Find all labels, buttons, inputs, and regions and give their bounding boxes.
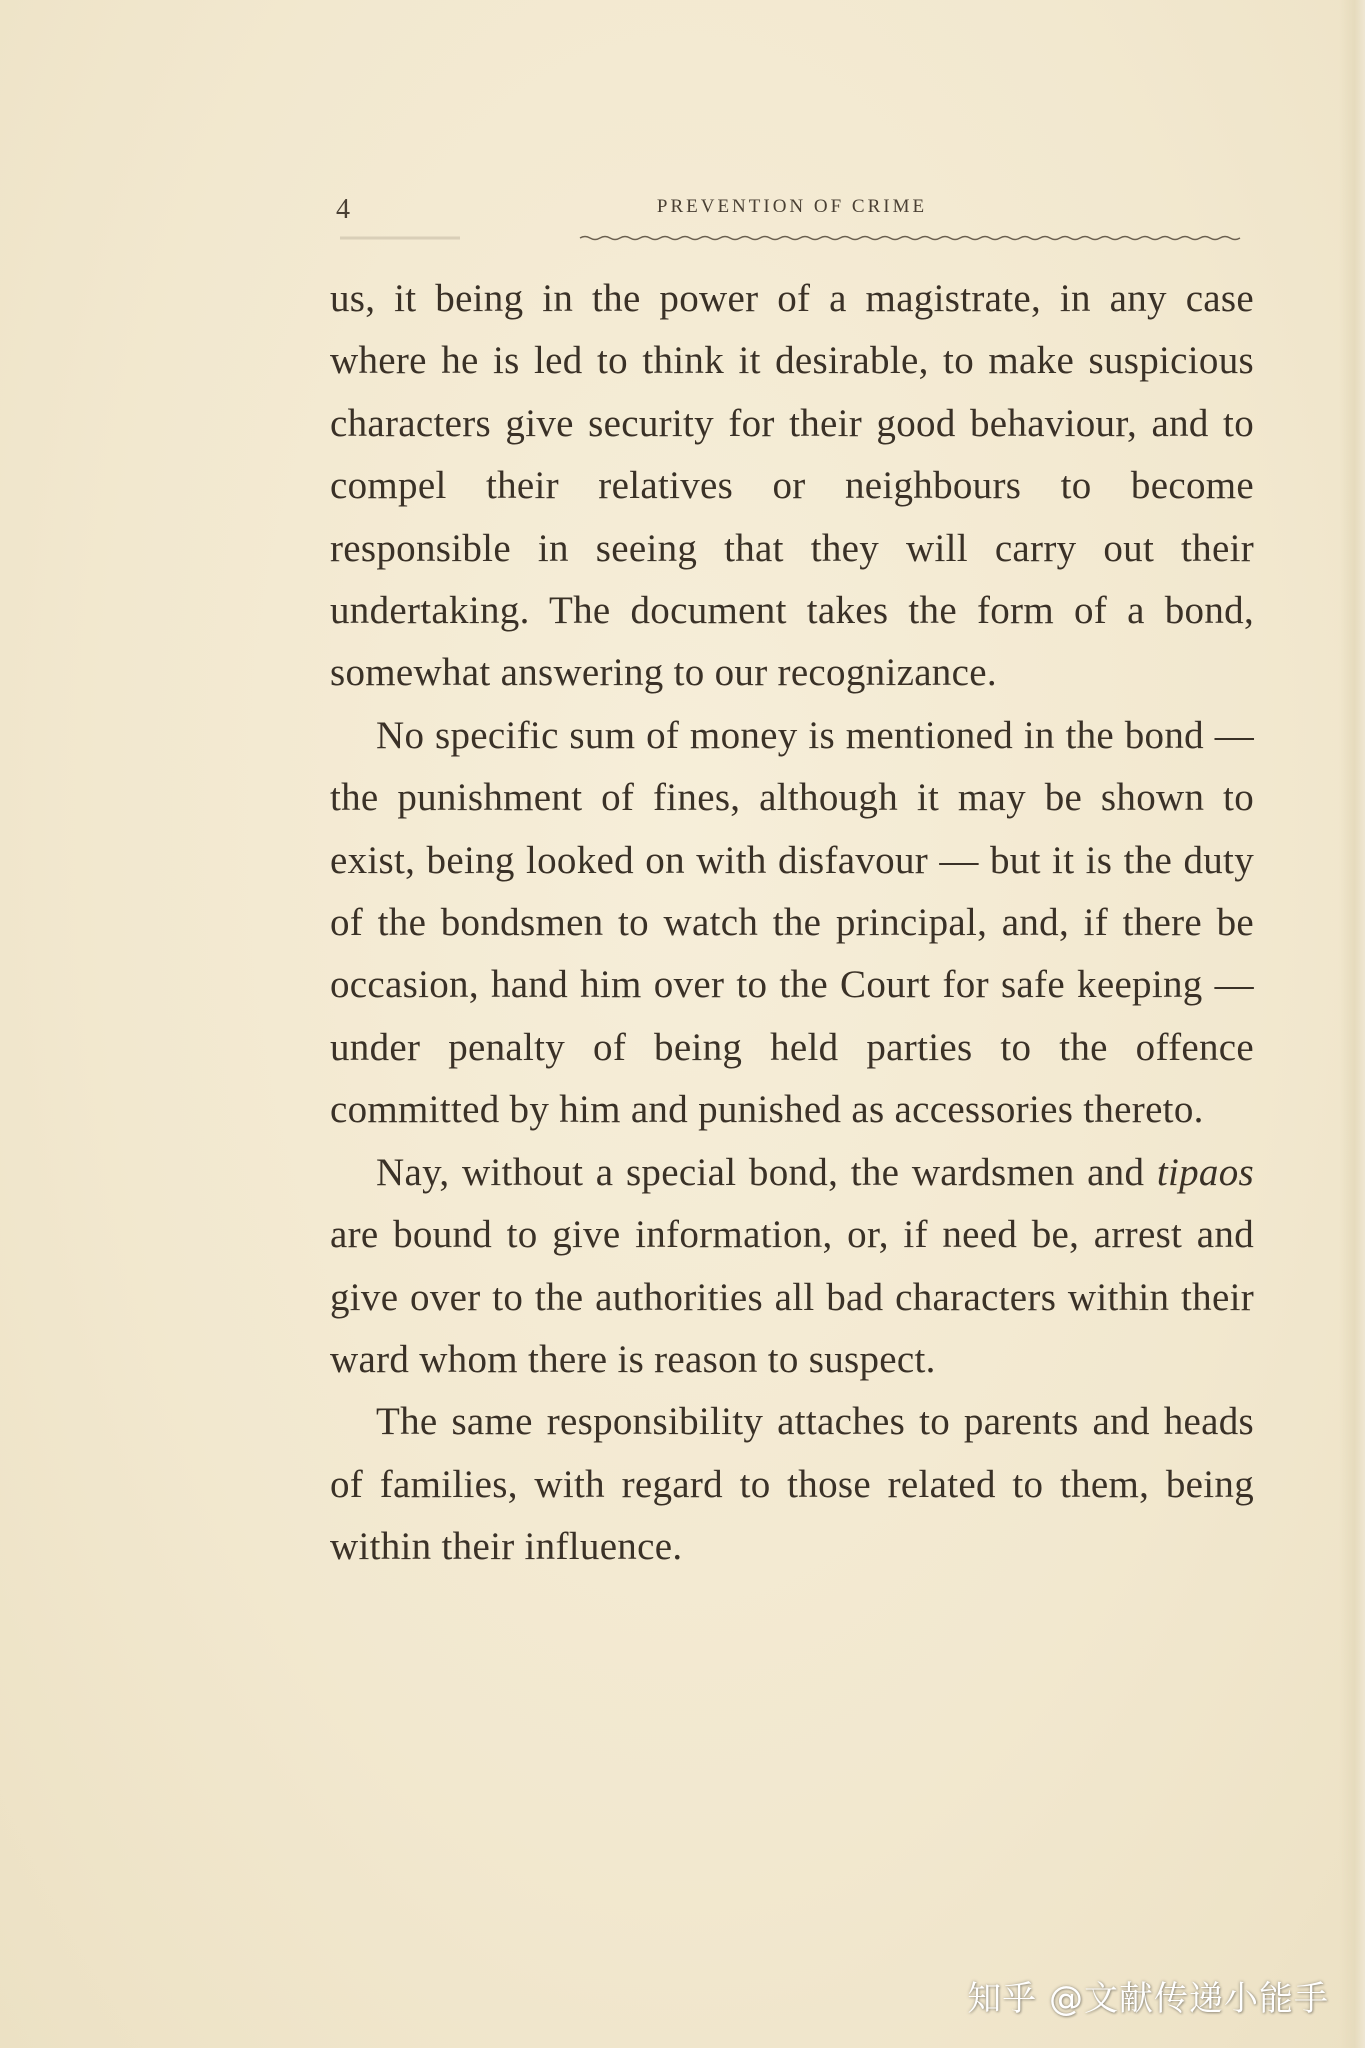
paragraph-3-text-start: Nay, without a special bond, the wardsmen and	[376, 1150, 1157, 1194]
italic-term: tipaos	[1156, 1150, 1254, 1194]
paragraph-3	[330, 1142, 1254, 1392]
paragraph-3-text-end: are bound to give information, or, if need be, arrest and give over to the authorities all bad characters within their ward whom there is reason to suspect.	[330, 1213, 1254, 1381]
header-rule	[340, 234, 1250, 242]
running-head	[330, 190, 1254, 226]
page-number: 4	[336, 194, 350, 225]
watermark: 知乎 @文献传递小能手	[967, 1979, 1329, 2019]
page-edge-shadow	[1339, 0, 1365, 2048]
body-text	[330, 268, 1254, 1579]
paragraph-2: No specific sum of money is mentioned in the bond — the punishment of fines, although it may be shown to exist, being looked on with disfavour — but it is the duty of the bondsmen to watch the principal, and, if there be occasion, hand him over to the Court for safe keeping — under penalty of being held parties to the offence committed by him and punished as accessories thereto.	[330, 713, 1254, 1132]
paragraph-4: The same responsibility attaches to parents and heads of families, with regard to those related to them, being within their influence.	[330, 1400, 1254, 1569]
paragraph-1: us, it being in the power of a magistrate, in any case where he is led to think it desirable, to make suspicious characters give security for their good behaviour, and to compel their relatives or neighbours to become responsible in seeing that they will carry out their undertaking. The document takes the form of a bond, somewhat answering to our recognizance.	[330, 277, 1254, 695]
running-title: PREVENTION OF CRIME	[656, 196, 928, 217]
